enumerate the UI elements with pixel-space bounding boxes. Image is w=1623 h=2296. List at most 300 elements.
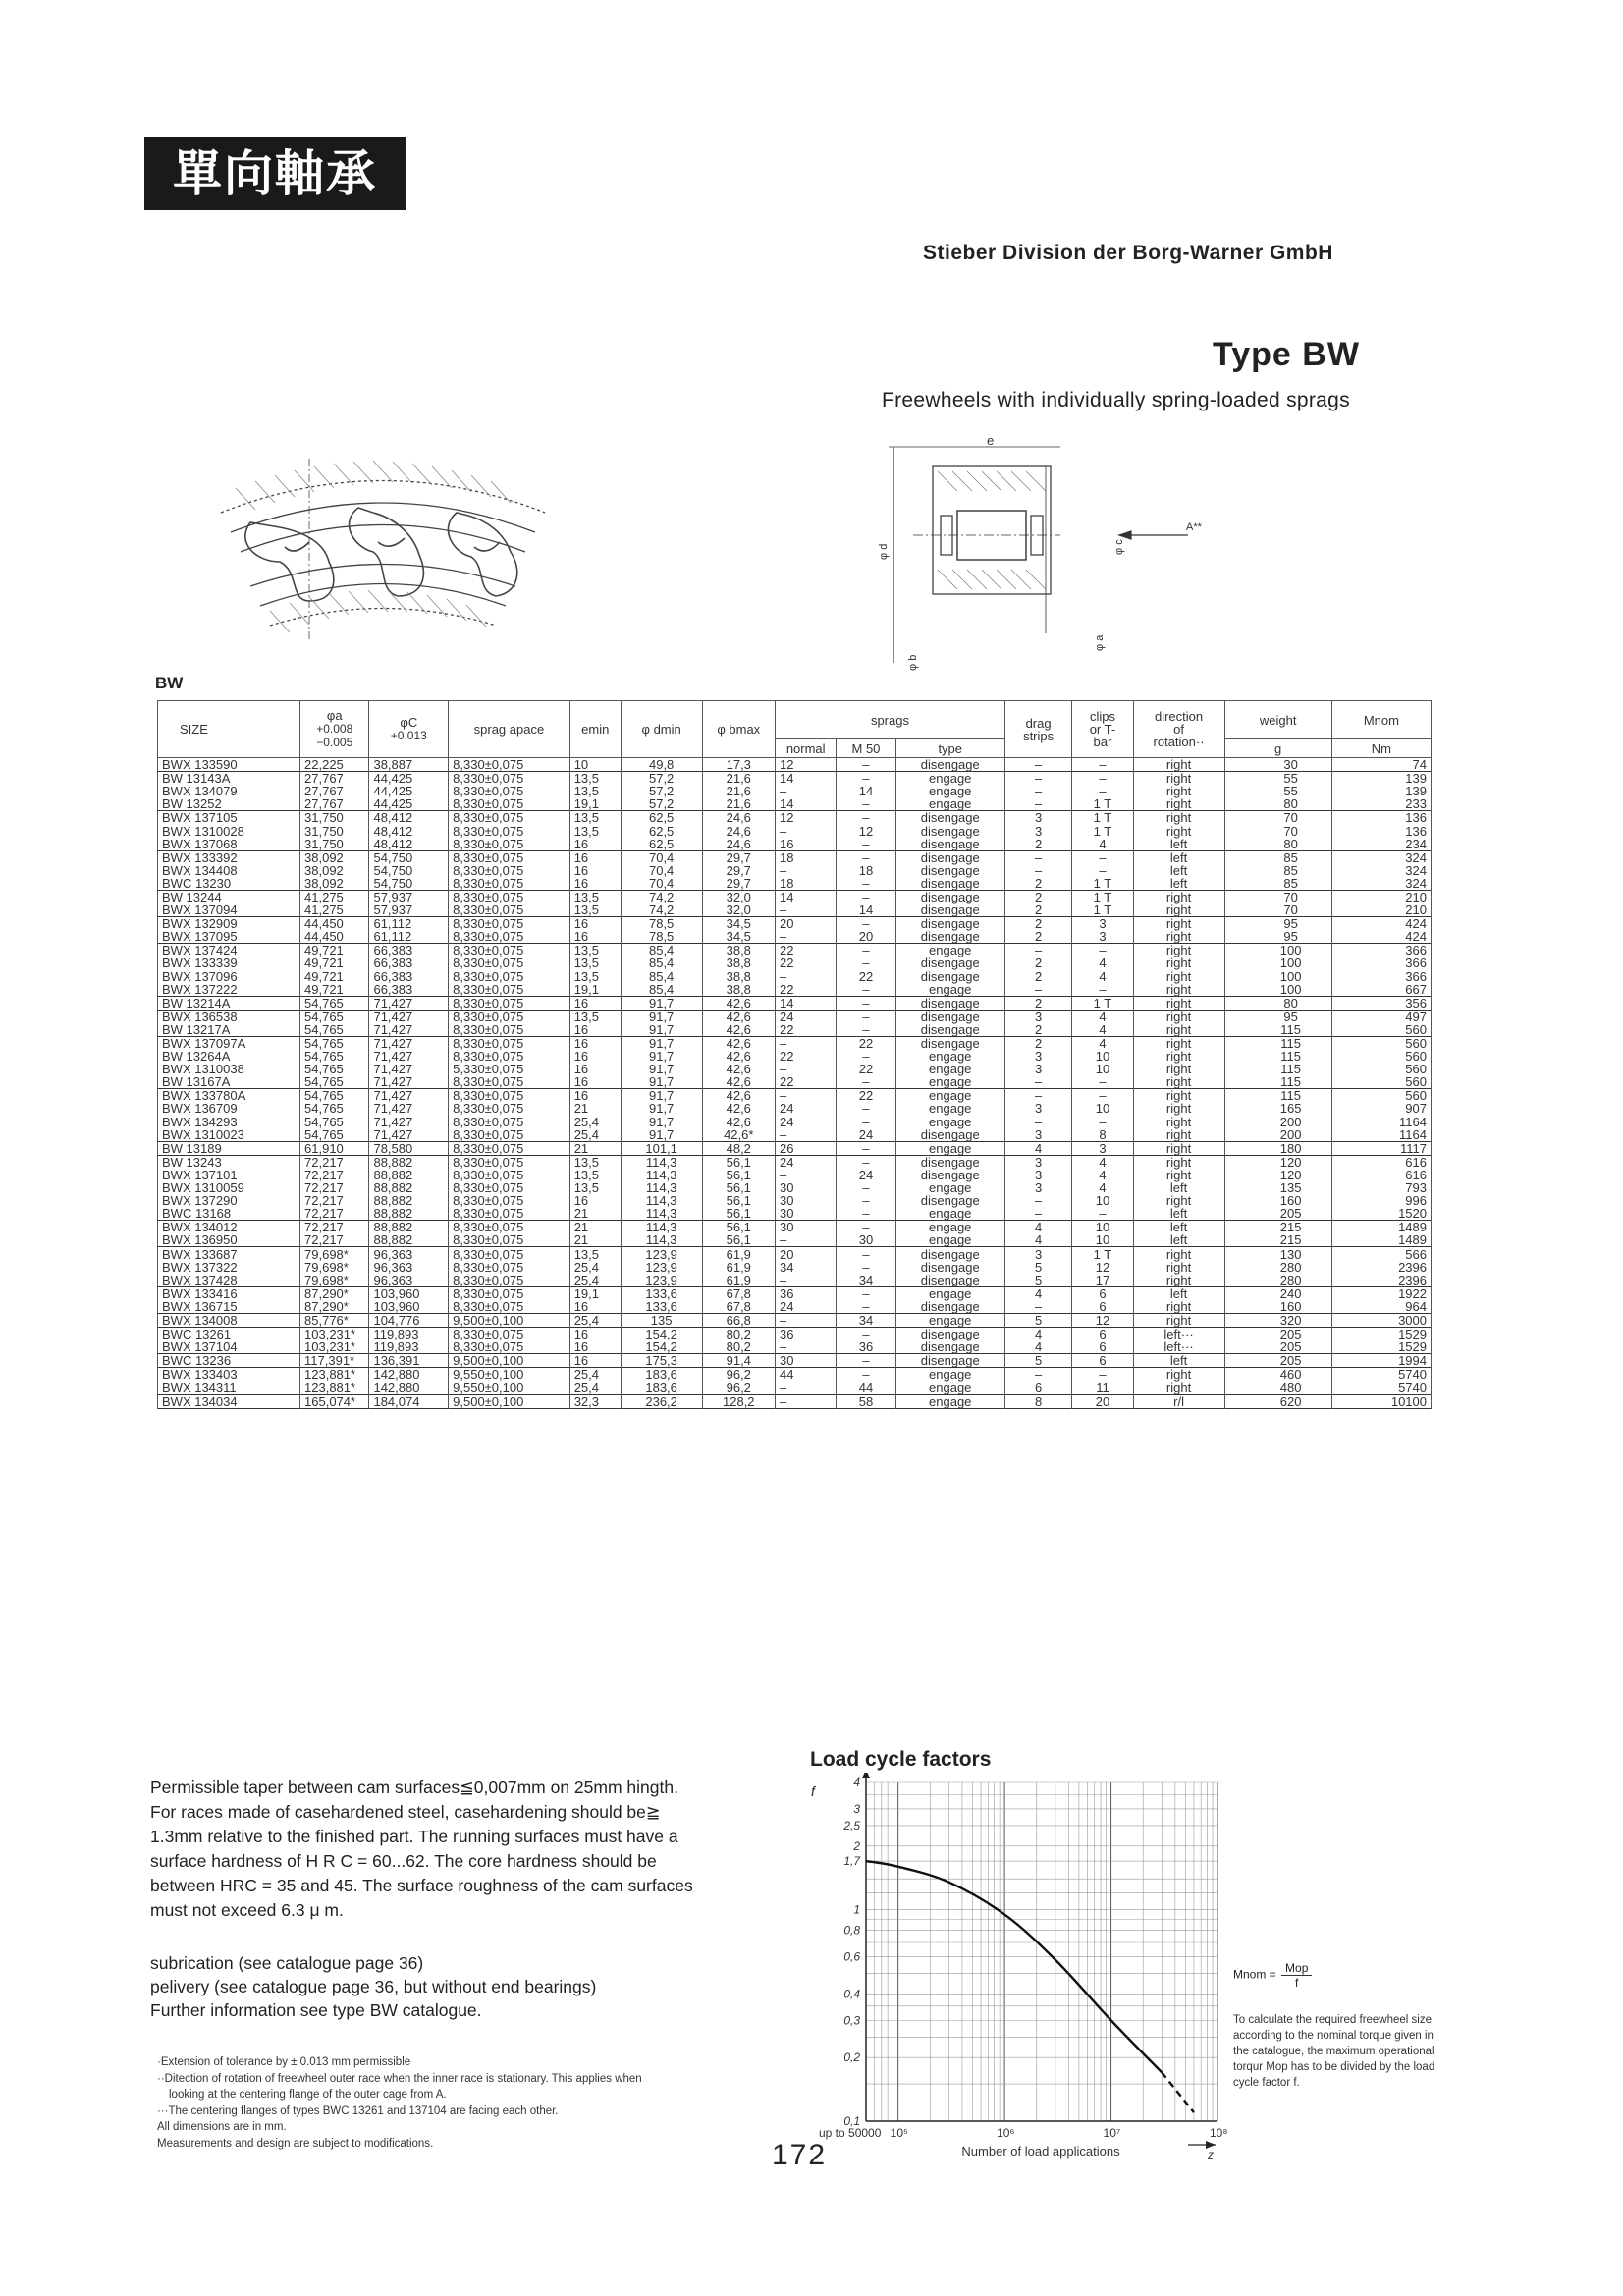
table-row bbox=[158, 1328, 1432, 1341]
table-cell: – bbox=[1072, 864, 1133, 877]
table-cell: 54,765 bbox=[300, 1128, 369, 1142]
table-cell: 8,330±0,075 bbox=[449, 1194, 570, 1207]
table-row bbox=[158, 1102, 1432, 1115]
table-cell: BW 13189 bbox=[158, 1141, 300, 1155]
table-cell: 14 bbox=[776, 772, 837, 786]
table-cell: 123,881* bbox=[300, 1368, 369, 1382]
table-cell: BWC 13261 bbox=[158, 1328, 300, 1341]
table-cell: BW 13214A bbox=[158, 996, 300, 1010]
table-cell: 91,7 bbox=[621, 1102, 702, 1115]
table-cell: – bbox=[837, 811, 895, 825]
table-row bbox=[158, 850, 1432, 864]
mnom-formula bbox=[1233, 1961, 1312, 1990]
table-cell: 100 bbox=[1224, 944, 1331, 957]
table-cell: 560 bbox=[1331, 1050, 1431, 1063]
table-cell: 21 bbox=[569, 1141, 621, 1155]
table-cell: 24,6 bbox=[702, 838, 776, 851]
table-cell: – bbox=[1004, 1368, 1071, 1382]
table-cell: – bbox=[1072, 758, 1133, 772]
col-mnom-unit: Nm bbox=[1331, 739, 1431, 758]
table-row bbox=[158, 1063, 1432, 1075]
table-cell: 8,330±0,075 bbox=[449, 890, 570, 903]
table-cell: 3000 bbox=[1331, 1313, 1431, 1327]
table-cell: 8,330±0,075 bbox=[449, 970, 570, 983]
table-cell: left bbox=[1133, 1233, 1224, 1247]
table-cell: 8,330±0,075 bbox=[449, 1089, 570, 1103]
table-cell: BWX 137097A bbox=[158, 1036, 300, 1050]
table-cell: 56,1 bbox=[702, 1169, 776, 1181]
table-cell: 72,217 bbox=[300, 1169, 369, 1181]
table-cell: BWX 134408 bbox=[158, 864, 300, 877]
x-axis-symbol: z bbox=[1208, 2148, 1214, 2161]
table-cell: BWX 133403 bbox=[158, 1368, 300, 1382]
table-cell: disengage bbox=[895, 890, 1004, 903]
table-cell: 8,330±0,075 bbox=[449, 1300, 570, 1314]
table-cell: 8,330±0,075 bbox=[449, 930, 570, 944]
table-row bbox=[158, 1075, 1432, 1089]
table-cell: 88,882 bbox=[369, 1194, 449, 1207]
table-cell: 4 bbox=[1072, 1169, 1133, 1181]
table-cell: engage bbox=[895, 1141, 1004, 1155]
load-cycle-chart bbox=[785, 1773, 1237, 2185]
table-cell: BWX 133416 bbox=[158, 1286, 300, 1300]
table-row bbox=[158, 758, 1432, 772]
table-cell: 16 bbox=[569, 1300, 621, 1314]
table-cell: – bbox=[837, 957, 895, 969]
table-cell: right bbox=[1133, 1023, 1224, 1037]
table-cell: 13,5 bbox=[569, 1155, 621, 1169]
table-cell: 24 bbox=[776, 1010, 837, 1023]
col-direction: direction of rotation·· bbox=[1133, 701, 1224, 758]
table-cell: 16 bbox=[569, 1340, 621, 1354]
table-cell: 8,330±0,075 bbox=[449, 1155, 570, 1169]
table-cell: 17,3 bbox=[702, 758, 776, 772]
table-cell: 114,3 bbox=[621, 1233, 702, 1247]
phi-d-label: φ d bbox=[878, 543, 890, 560]
table-cell: right bbox=[1133, 1036, 1224, 1050]
table-cell: – bbox=[837, 1328, 895, 1341]
table-cell: 10 bbox=[1072, 1194, 1133, 1207]
table-cell: 324 bbox=[1331, 877, 1431, 891]
table-cell: 13,5 bbox=[569, 1247, 621, 1261]
table-cell: – bbox=[1004, 758, 1071, 772]
table-cell: 120 bbox=[1224, 1155, 1331, 1169]
table-cell: BWX 133590 bbox=[158, 758, 300, 772]
table-cell: 91,7 bbox=[621, 1023, 702, 1037]
table-cell: BWX 1310059 bbox=[158, 1181, 300, 1194]
table-row bbox=[158, 1128, 1432, 1142]
table-cell: 32,3 bbox=[569, 1394, 621, 1408]
col-m50: M 50 bbox=[837, 739, 895, 758]
table-cell: 25,4 bbox=[569, 1313, 621, 1327]
subtitle: Freewheels with individually spring-loaded sprags bbox=[882, 389, 1350, 411]
table-cell: 133,6 bbox=[621, 1300, 702, 1314]
table-cell: 62,5 bbox=[621, 824, 702, 837]
table-cell: 14 bbox=[837, 903, 895, 917]
table-cell: 56,1 bbox=[702, 1194, 776, 1207]
table-cell: 16 bbox=[569, 1089, 621, 1103]
table-cell: – bbox=[776, 864, 837, 877]
table-cell: 3 bbox=[1004, 1169, 1071, 1181]
table-cell: 22 bbox=[776, 944, 837, 957]
table-cell: 31,750 bbox=[300, 838, 369, 851]
table-cell: 2 bbox=[1004, 838, 1071, 851]
table-cell: right bbox=[1133, 917, 1224, 931]
table-cell: 22 bbox=[776, 957, 837, 969]
table-cell: 14 bbox=[837, 785, 895, 797]
table-cell: – bbox=[776, 1233, 837, 1247]
table-cell: 54,750 bbox=[369, 850, 449, 864]
table-cell: 324 bbox=[1331, 864, 1431, 877]
table-cell: 6 bbox=[1004, 1381, 1071, 1394]
table-cell: 14 bbox=[776, 996, 837, 1010]
table-cell: 8,330±0,075 bbox=[449, 1050, 570, 1063]
table-cell: 66,8 bbox=[702, 1313, 776, 1327]
table-cell: 1994 bbox=[1331, 1354, 1431, 1368]
table-cell: 96,363 bbox=[369, 1247, 449, 1261]
table-cell: 1922 bbox=[1331, 1286, 1431, 1300]
table-cell: – bbox=[1004, 1207, 1071, 1221]
type-title: Type BW bbox=[1213, 336, 1360, 373]
table-row bbox=[158, 1221, 1432, 1234]
table-cell: 22 bbox=[776, 983, 837, 997]
table-cell: 8,330±0,075 bbox=[449, 838, 570, 851]
table-cell: 3 bbox=[1004, 1128, 1071, 1142]
table-cell: 2 bbox=[1004, 957, 1071, 969]
table-cell: BWX 137424 bbox=[158, 944, 300, 957]
table-cell: – bbox=[1072, 1075, 1133, 1089]
table-cell: 36 bbox=[776, 1328, 837, 1341]
table-cell: 22 bbox=[837, 970, 895, 983]
table-cell: 1529 bbox=[1331, 1328, 1431, 1341]
table-cell: right bbox=[1133, 1116, 1224, 1128]
table-cell: 8 bbox=[1072, 1128, 1133, 1142]
table-cell: 71,427 bbox=[369, 1063, 449, 1075]
table-cell: 3 bbox=[1004, 1063, 1071, 1075]
table-cell: 136,391 bbox=[369, 1354, 449, 1368]
sprag-drawing bbox=[211, 454, 555, 650]
table-row bbox=[158, 1354, 1432, 1368]
table-cell: engage bbox=[895, 1233, 1004, 1247]
table-cell: 996 bbox=[1331, 1194, 1431, 1207]
table-cell: disengage bbox=[895, 903, 1004, 917]
table-cell: 25,4 bbox=[569, 1274, 621, 1287]
table-cell: BWX 132909 bbox=[158, 917, 300, 931]
table-cell: disengage bbox=[895, 1023, 1004, 1037]
table-row bbox=[158, 1010, 1432, 1023]
y-tick-label: 0,8 bbox=[843, 1923, 860, 1938]
table-row bbox=[158, 811, 1432, 825]
table-cell: right bbox=[1133, 1194, 1224, 1207]
table-cell: right bbox=[1133, 1381, 1224, 1394]
table-cell: disengage bbox=[895, 758, 1004, 772]
table-cell: – bbox=[1072, 785, 1133, 797]
footnote: All dimensions are in mm. bbox=[157, 2121, 287, 2133]
table-cell: engage bbox=[895, 1075, 1004, 1089]
table-cell: 72,217 bbox=[300, 1181, 369, 1194]
table-cell: – bbox=[837, 1050, 895, 1063]
table-cell: 80 bbox=[1224, 996, 1331, 1010]
table-cell: 72,217 bbox=[300, 1207, 369, 1221]
table-cell: 78,580 bbox=[369, 1141, 449, 1155]
title-banner: 單向軸承 bbox=[144, 137, 406, 210]
col-size: SIZE bbox=[158, 701, 300, 758]
table-cell: disengage bbox=[895, 1155, 1004, 1169]
table-cell: 56,1 bbox=[702, 1233, 776, 1247]
table-cell: 16 bbox=[569, 864, 621, 877]
footnotes bbox=[157, 2054, 844, 2152]
table-cell: 88,882 bbox=[369, 1181, 449, 1194]
table-cell: 19,1 bbox=[569, 797, 621, 811]
table-cell: – bbox=[776, 1063, 837, 1075]
table-cell: 8,330±0,075 bbox=[449, 1247, 570, 1261]
table-cell: right bbox=[1133, 1128, 1224, 1142]
y-tick-label: 2,5 bbox=[843, 1818, 860, 1832]
table-cell: 91,7 bbox=[621, 1089, 702, 1103]
table-cell: right bbox=[1133, 824, 1224, 837]
table-cell: 22 bbox=[776, 1050, 837, 1063]
table-cell: right bbox=[1133, 983, 1224, 997]
table-row bbox=[158, 1194, 1432, 1207]
col-clips: clips or T- bar bbox=[1072, 701, 1133, 758]
table-cell: 4 bbox=[1072, 1181, 1133, 1194]
table-cell: 21 bbox=[569, 1207, 621, 1221]
table-cell: disengage bbox=[895, 957, 1004, 969]
taper-paragraph: Permissible taper between cam surfaces≦0,007mm on 25mm hingth. For races made of casehardened steel, casehardening should be≧ 1.3mm relative to the finished part. The running surfaces must have a surface hardness of H R C = 60...62. The core hardness should be between HRC = 35 and 45. The surface roughness of the cam surfaces must not exceed 6.3 μ m. bbox=[150, 1777, 693, 1920]
table-cell: 49,721 bbox=[300, 983, 369, 997]
table-cell: 135 bbox=[1224, 1181, 1331, 1194]
table-cell: 54,765 bbox=[300, 1116, 369, 1128]
table-cell: – bbox=[837, 1207, 895, 1221]
table-cell: 74 bbox=[1331, 758, 1431, 772]
table-cell: 61,9 bbox=[702, 1261, 776, 1274]
table-cell: 54,765 bbox=[300, 1089, 369, 1103]
table-cell: BWX 137105 bbox=[158, 811, 300, 825]
table-cell: 136 bbox=[1331, 824, 1431, 837]
table-cell: 3 bbox=[1072, 930, 1133, 944]
table-cell: 72,217 bbox=[300, 1155, 369, 1169]
table-cell: 16 bbox=[569, 917, 621, 931]
table-cell: 205 bbox=[1224, 1328, 1331, 1341]
col-a: φa +0.008 −0.005 bbox=[300, 701, 369, 758]
table-cell: BWX 137096 bbox=[158, 970, 300, 983]
table-cell: 61,9 bbox=[702, 1247, 776, 1261]
table-cell: disengage bbox=[895, 1354, 1004, 1368]
table-cell: – bbox=[837, 1221, 895, 1234]
table-cell: BW 13217A bbox=[158, 1023, 300, 1037]
table-cell: disengage bbox=[895, 1128, 1004, 1142]
table-cell: 13,5 bbox=[569, 970, 621, 983]
table-cell: 366 bbox=[1331, 957, 1431, 969]
table-cell: 80,2 bbox=[702, 1340, 776, 1354]
table-cell: 9,550±0,100 bbox=[449, 1368, 570, 1382]
table-cell: 57,2 bbox=[621, 772, 702, 786]
table-cell: disengage bbox=[895, 1328, 1004, 1341]
table-cell: – bbox=[776, 1169, 837, 1181]
table-cell: disengage bbox=[895, 1247, 1004, 1261]
table-cell: 54,765 bbox=[300, 1010, 369, 1023]
table-cell: 18 bbox=[776, 850, 837, 864]
table-cell: disengage bbox=[895, 1300, 1004, 1314]
table-cell: – bbox=[837, 1261, 895, 1274]
table-cell: BWX 136715 bbox=[158, 1300, 300, 1314]
table-cell: 16 bbox=[569, 1050, 621, 1063]
table-cell: BWX 134079 bbox=[158, 785, 300, 797]
table-row bbox=[158, 1181, 1432, 1194]
table-cell: 184,074 bbox=[369, 1394, 449, 1408]
table-cell: 8 bbox=[1004, 1394, 1071, 1408]
table-cell: 91,7 bbox=[621, 1128, 702, 1142]
table-cell: 91,7 bbox=[621, 1050, 702, 1063]
table-cell: 119,893 bbox=[369, 1328, 449, 1341]
table-cell: BW 13252 bbox=[158, 797, 300, 811]
y-tick-label: 1 bbox=[853, 1902, 860, 1917]
table-cell: 61,112 bbox=[369, 917, 449, 931]
table-cell: 21,6 bbox=[702, 772, 776, 786]
table-cell: – bbox=[837, 1075, 895, 1089]
table-cell: 8,330±0,075 bbox=[449, 1261, 570, 1274]
table-cell: 2 bbox=[1004, 903, 1071, 917]
table-cell: 8,330±0,075 bbox=[449, 1010, 570, 1023]
table-cell: 54,765 bbox=[300, 1075, 369, 1089]
table-cell: – bbox=[1072, 850, 1133, 864]
table-cell: 42,6 bbox=[702, 1102, 776, 1115]
table-cell: BWX 137068 bbox=[158, 838, 300, 851]
table-cell: 793 bbox=[1331, 1181, 1431, 1194]
table-cell: disengage bbox=[895, 1036, 1004, 1050]
table-cell: 324 bbox=[1331, 850, 1431, 864]
table-cell: 2 bbox=[1004, 1023, 1071, 1037]
table-cell: 36 bbox=[776, 1286, 837, 1300]
table-cell: 20 bbox=[837, 930, 895, 944]
table-cell: left bbox=[1133, 850, 1224, 864]
table-cell: BWC 13168 bbox=[158, 1207, 300, 1221]
table-cell: 16 bbox=[569, 1063, 621, 1075]
table-cell: 55 bbox=[1224, 772, 1331, 786]
table-cell: – bbox=[1004, 850, 1071, 864]
table-cell: 87,290* bbox=[300, 1300, 369, 1314]
table-cell: 366 bbox=[1331, 970, 1431, 983]
table-cell: 71,427 bbox=[369, 1050, 449, 1063]
y-tick-label: 0,1 bbox=[843, 2114, 860, 2128]
table-cell: r/l bbox=[1133, 1394, 1224, 1408]
table-cell: 3 bbox=[1004, 811, 1071, 825]
table-cell: 8,330±0,075 bbox=[449, 944, 570, 957]
table-cell: 49,8 bbox=[621, 758, 702, 772]
table-cell: 85,4 bbox=[621, 944, 702, 957]
table-cell: 70,4 bbox=[621, 864, 702, 877]
table-body bbox=[158, 758, 1432, 1409]
table-cell: disengage bbox=[895, 864, 1004, 877]
table-cell: 21 bbox=[569, 1102, 621, 1115]
table-cell: disengage bbox=[895, 970, 1004, 983]
table-cell: – bbox=[1004, 864, 1071, 877]
cross-section-drawing bbox=[864, 437, 1257, 673]
table-cell: – bbox=[1004, 983, 1071, 997]
table-cell: – bbox=[776, 1340, 837, 1354]
table-cell: 2 bbox=[1004, 890, 1071, 903]
table-cell: 57,2 bbox=[621, 797, 702, 811]
table-cell: 123,9 bbox=[621, 1261, 702, 1274]
table-cell: engage bbox=[895, 1286, 1004, 1300]
table-cell: 8,330±0,075 bbox=[449, 1128, 570, 1142]
table-cell: left bbox=[1133, 838, 1224, 851]
table-cell: disengage bbox=[895, 930, 1004, 944]
table-cell: 103,960 bbox=[369, 1286, 449, 1300]
table-cell: left bbox=[1133, 877, 1224, 891]
table-cell: 71,427 bbox=[369, 1128, 449, 1142]
table-cell: – bbox=[776, 824, 837, 837]
table-cell: 205 bbox=[1224, 1207, 1331, 1221]
table-cell: BW 13167A bbox=[158, 1075, 300, 1089]
table-cell: 54,765 bbox=[300, 1102, 369, 1115]
table-row bbox=[158, 890, 1432, 903]
table-row bbox=[158, 1313, 1432, 1327]
info-line-further: Further information see type BW catalogue. bbox=[150, 2000, 482, 2020]
mnom-numerator: Mop bbox=[1281, 1961, 1312, 1976]
table-row bbox=[158, 1116, 1432, 1128]
table-cell: engage bbox=[895, 1394, 1004, 1408]
table-cell: 70 bbox=[1224, 824, 1331, 837]
table-cell: 8,330±0,075 bbox=[449, 785, 570, 797]
table-cell: 54,765 bbox=[300, 996, 369, 1010]
table-cell: 1 T bbox=[1072, 824, 1133, 837]
table-cell: 56,1 bbox=[702, 1155, 776, 1169]
table-cell: – bbox=[837, 996, 895, 1010]
table-cell: – bbox=[776, 1274, 837, 1287]
table-cell: right bbox=[1133, 996, 1224, 1010]
table-cell: 14 bbox=[776, 890, 837, 903]
col-drag: drag strips bbox=[1004, 701, 1071, 758]
table-cell: 2396 bbox=[1331, 1274, 1431, 1287]
table-cell: 22 bbox=[776, 1023, 837, 1037]
table-cell: 8,330±0,075 bbox=[449, 983, 570, 997]
table-cell: engage bbox=[895, 1089, 1004, 1103]
table-cell: right bbox=[1133, 797, 1224, 811]
table-cell: 57,937 bbox=[369, 903, 449, 917]
table-row bbox=[158, 1036, 1432, 1050]
table-cell: 12 bbox=[776, 811, 837, 825]
table-cell: 16 bbox=[569, 1328, 621, 1341]
table-cell: BWX 133392 bbox=[158, 850, 300, 864]
table-cell: 13,5 bbox=[569, 772, 621, 786]
table-cell: – bbox=[837, 1141, 895, 1155]
y-tick-label: 1,7 bbox=[843, 1854, 860, 1869]
table-cell: 4 bbox=[1004, 1221, 1071, 1234]
table-cell: – bbox=[837, 1286, 895, 1300]
table-cell: 29,7 bbox=[702, 864, 776, 877]
table-cell: right bbox=[1133, 970, 1224, 983]
table-cell: 3 bbox=[1004, 1155, 1071, 1169]
table-cell: 200 bbox=[1224, 1128, 1331, 1142]
table-row bbox=[158, 944, 1432, 957]
table-cell: – bbox=[776, 1381, 837, 1394]
table-cell: 71,427 bbox=[369, 1075, 449, 1089]
table-cell: 21,6 bbox=[702, 785, 776, 797]
chart-title: Load cycle factors bbox=[810, 1748, 992, 1771]
table-cell: 136 bbox=[1331, 811, 1431, 825]
phi-c-label: φ c bbox=[1113, 539, 1125, 555]
table-row bbox=[158, 1089, 1432, 1103]
y-tick-label: 4 bbox=[853, 1776, 860, 1789]
table-cell: 16 bbox=[776, 838, 837, 851]
table-cell: engage bbox=[895, 1381, 1004, 1394]
table-cell: 95 bbox=[1224, 930, 1331, 944]
table-cell: 8,330±0,075 bbox=[449, 1274, 570, 1287]
table-cell: 560 bbox=[1331, 1089, 1431, 1103]
table-cell: – bbox=[837, 917, 895, 931]
table-cell: 38,887 bbox=[369, 758, 449, 772]
